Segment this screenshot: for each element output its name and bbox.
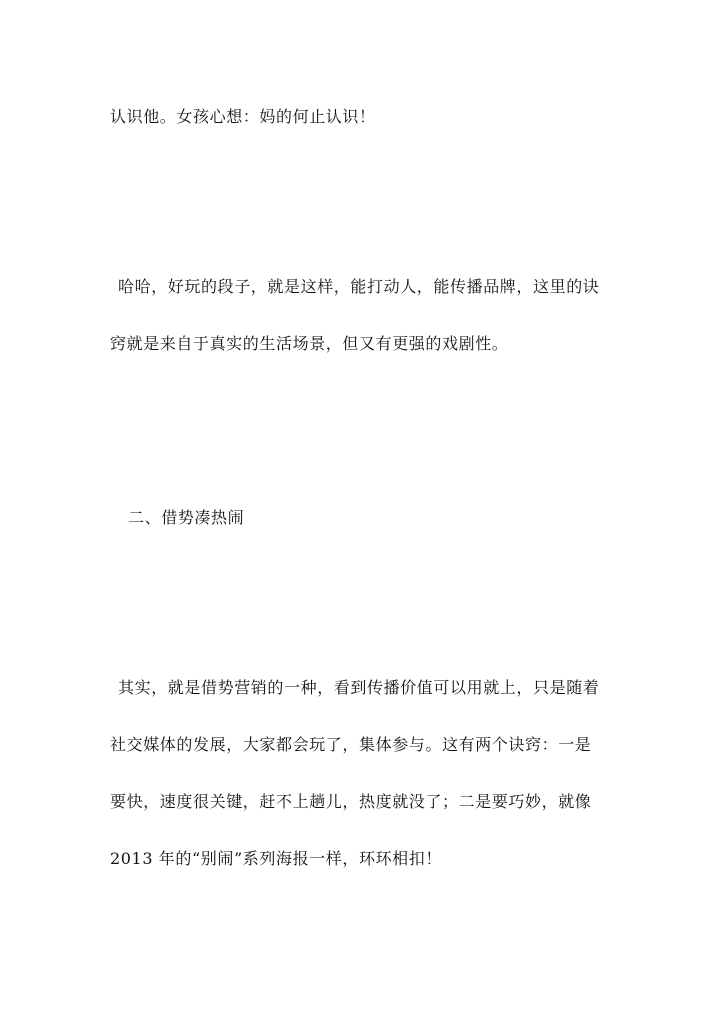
paragraph-line: 要快，速度很关键，赶不上趟儿，热度就没了；二是要巧妙，就像 [110, 792, 592, 811]
paragraph-line: 认识他。女孩心想：妈的何止认识！ [110, 107, 376, 126]
paragraph-line: 社交媒体的发展，大家都会玩了，集体参与。这有两个诀窍：一是 [110, 735, 592, 754]
paragraph-line: 窍就是来自于真实的生活场景，但又有更强的戏剧性。 [110, 334, 509, 353]
paragraph-line: 哈哈，好玩的段子，就是这样，能打动人，能传播品牌，这里的诀 [118, 277, 600, 296]
paragraph-line: 其实，就是借势营销的一种，看到传播价值可以用就上，只是随着 [118, 678, 600, 697]
paragraph-line: 2013 年的“别闹”系列海报一样，环环相扣！ [110, 849, 442, 868]
section-heading: 二、借势凑热闹 [128, 508, 245, 527]
